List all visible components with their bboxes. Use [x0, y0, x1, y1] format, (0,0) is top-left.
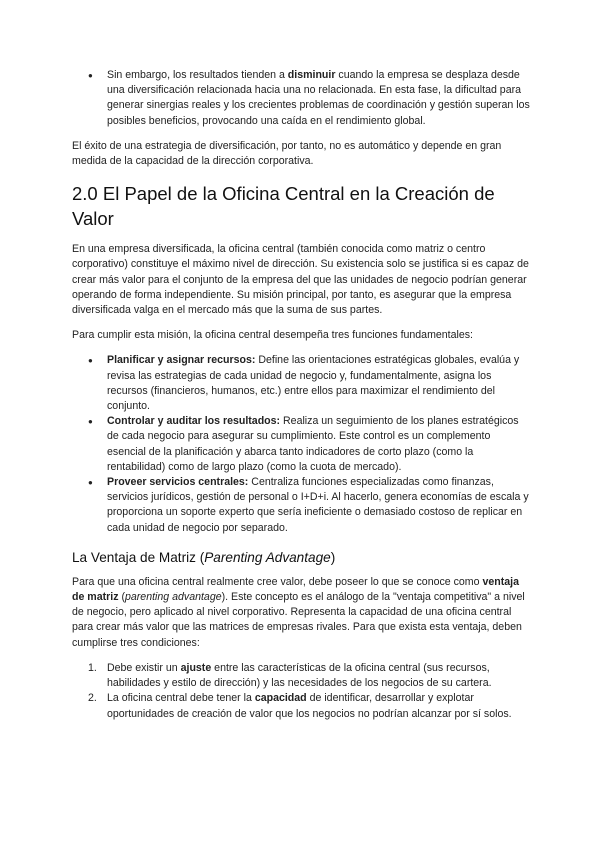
- top-bullet-list: [72, 68, 532, 129]
- function-text: Realiza un seguimiento de los planes estratégicos de cada negocio para asegurar su cumplimiento. Este control es un complemento esencial de la planificación y abarca tanto indicadores de corto plazo (como la rentabilidad) como de largo plazo (como la cuota de mercado).: [107, 415, 519, 473]
- section-heading: 2.0 El Papel de la Oficina Central en la Creación de Valor: [72, 183, 495, 230]
- section-paragraph: Para cumplir esta misión, la oficina central desempeña tres funciones fundamentales:: [72, 329, 474, 342]
- bold-term: ajuste: [180, 661, 212, 674]
- condition-text: La oficina central debe tener la: [107, 692, 255, 705]
- subsection-heading: [72, 548, 532, 567]
- subheading-text: La Ventaja de Matriz (: [72, 549, 205, 565]
- intro-conclusion: El éxito de una estrategia de diversificación, por tanto, no es automático y depende en gran medida de la capacidad de la dirección corporativa.: [72, 139, 502, 168]
- bold-term: ventaja de matriz: [72, 575, 519, 604]
- condition-text: Debe existir un: [107, 661, 181, 674]
- document-content: [72, 68, 532, 722]
- list-item: [72, 475, 532, 536]
- paragraph-text: (: [118, 591, 125, 604]
- subheading-close: ): [330, 549, 336, 565]
- list-number: 2.: [88, 692, 97, 705]
- italic-term: parenting advantage: [125, 591, 222, 604]
- list-item: [72, 353, 532, 414]
- bold-term: disminuir: [287, 69, 336, 81]
- conditions-list: [72, 661, 532, 722]
- list-number: 1.: [88, 661, 97, 674]
- function-title: Planificar y asignar recursos:: [107, 354, 256, 367]
- paragraph-text: Para que una oficina central realmente cree valor, debe poseer lo que se conoce como: [72, 575, 483, 588]
- subheading-italic: Parenting Advantage: [204, 549, 331, 565]
- condition-text: entre las características de la oficina central (sus recursos, habilidades y estilo de dirección) y las necesidades de los negocios de su cartera.: [107, 661, 492, 690]
- function-text: Centraliza funciones especializadas como finanzas, servicios jurídicos, gestión de personal o I+D+i. Al hacerlo, genera economías de escala y proporciona un soporte experto que sería ineficiente o demasiado costoso de replicar en cada unidad de negocio por separado.: [107, 476, 529, 534]
- list-item: [72, 661, 532, 691]
- list-item: [72, 68, 532, 129]
- list-item: [72, 414, 532, 475]
- bullet-text: cuando la empresa se desplaza desde una diversificación relacionada hacia una no relacionada. En esta fase, la dificultad para generar sinergias reales y los crecientes problemas de coordinación y gestión superan los posibles beneficios, provocando una caída en el rendimiento global.: [107, 69, 530, 127]
- functions-list: [72, 353, 532, 535]
- function-title: Proveer servicios centrales:: [107, 476, 249, 489]
- condition-text: de identificar, desarrollar y explotar oportunidades de creación de valor que los negocios no podrían alcanzar por sí solos.: [107, 692, 512, 720]
- matrix-paragraph: [72, 575, 532, 651]
- function-text: Define las orientaciones estratégicas globales, evalúa y revisa las estrategias de cada unidad de negocio y, fundamentalmente, asigna los recursos (financieros, humanos, etc.) entre ellos para maximizar el rendimiento del conjunto.: [107, 354, 520, 413]
- paragraph-text: ). Este concepto es el análogo de la "ventaja competitiva" a nivel de negocio, pero aplicado al nivel corporativo. Representa la capacidad de una oficina central para crear más valor que las matrices de empresas rivales. Para que exista esta ventaja, deben cumplirse tres condiciones:: [72, 591, 525, 649]
- section-paragraph: En una empresa diversificada, la oficina central (también conocida como matriz o centro corporativo) constituye el máximo nivel de dirección. Su existencia solo se justifica si es capaz de crear más valor para el conjunto de la empresa del que las unidades de negocio podrían generar operando de forma independiente. Su misión principal, por tanto, es asegurar que la empresa diversificada valga en el mercado más que la suma de sus partes.: [72, 243, 529, 317]
- list-item: [72, 691, 532, 721]
- bullet-text: Sin embargo, los resultados tienden a: [107, 69, 288, 81]
- bold-term: capacidad: [254, 692, 307, 705]
- function-title: Controlar y auditar los resultados:: [107, 415, 281, 428]
